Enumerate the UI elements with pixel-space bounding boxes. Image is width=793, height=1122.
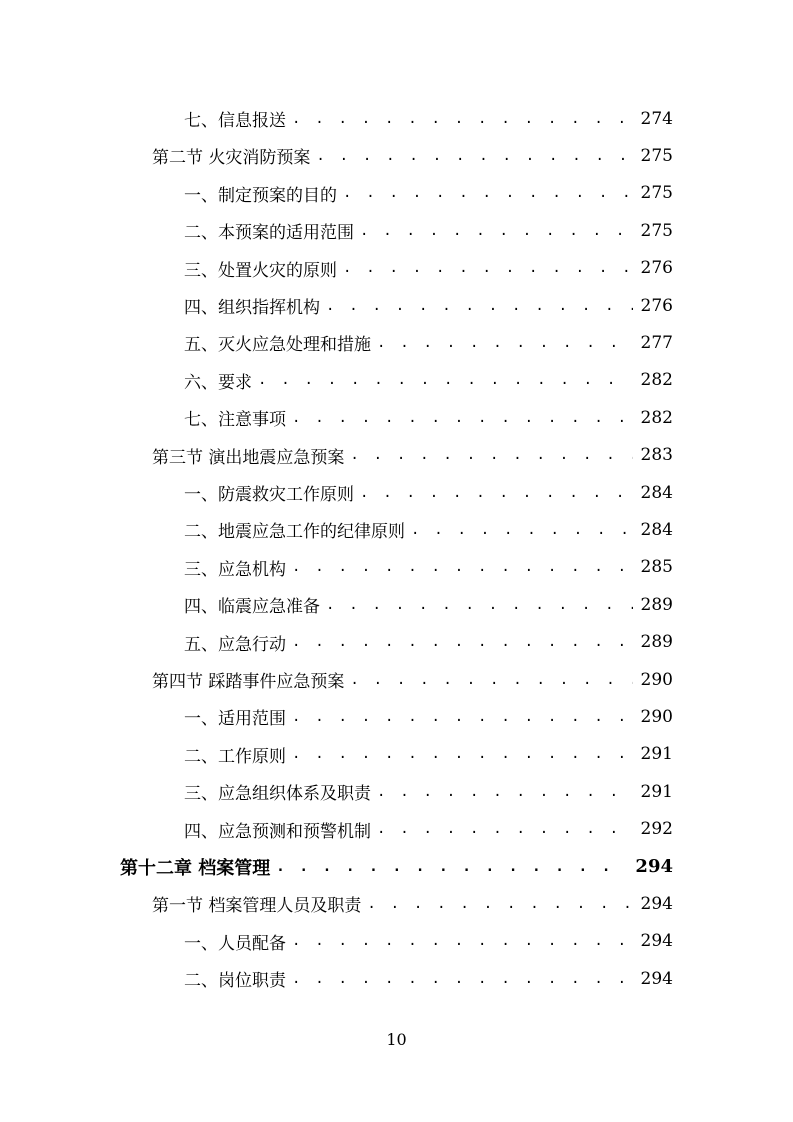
toc-entry-page: 292: [640, 819, 673, 840]
toc-entry[interactable]: [0, 212, 793, 249]
toc-entry-label: 二、地震应急工作的纪律原则: [184, 522, 405, 543]
toc-leader-dots: [377, 335, 633, 351]
toc-entry-line: [184, 287, 673, 324]
toc-leader-dots: [360, 223, 633, 239]
toc-entry-label: 第二节 火灾消防预案: [152, 148, 311, 169]
toc-entry-line: [184, 624, 673, 661]
toc-entry-line: [184, 250, 673, 287]
toc-entry-label: 第三节 演出地震应急预案: [152, 447, 345, 468]
toc-entry-page: 275: [640, 183, 673, 204]
toc-entry[interactable]: [0, 773, 793, 810]
toc-entry-line: [184, 362, 673, 399]
toc-entry-label: 四、组织指挥机构: [184, 298, 320, 318]
toc-entry-line: [184, 698, 673, 735]
toc-leader-dots: [377, 821, 633, 837]
toc-entry-line: [152, 137, 673, 174]
toc-entry[interactable]: [0, 549, 793, 586]
toc-leader-dots: [360, 485, 633, 501]
toc-entry[interactable]: [0, 324, 793, 361]
toc-entry-line: [184, 212, 673, 249]
toc-entry[interactable]: [0, 811, 793, 848]
toc-entry-line: [184, 474, 673, 511]
toc-entry-label: 第十二章 档案管理: [120, 857, 271, 879]
toc-leader-dots: [326, 298, 633, 314]
toc-entry-line: [152, 885, 673, 922]
toc-entry-label: 二、岗位职责: [184, 971, 286, 992]
toc-entry-line: [184, 773, 673, 810]
toc-entry[interactable]: [0, 287, 793, 324]
toc-entry-page: 276: [640, 295, 673, 316]
toc-leader-dots: [350, 447, 632, 463]
toc-entry-page: 277: [640, 332, 673, 353]
toc-entry-page: 275: [640, 220, 673, 241]
page-number: 10: [386, 1030, 407, 1049]
toc-entry-line: [184, 811, 673, 848]
toc-entry-page: 291: [640, 744, 673, 765]
toc-entry-label: 三、处置火灾的原则: [184, 260, 337, 281]
toc-entry[interactable]: [0, 362, 793, 399]
toc-entry-label: 四、应急预测和预警机制: [184, 821, 371, 842]
toc-entry-label: 七、注意事项: [184, 410, 286, 431]
toc-entry-label: 五、应急行动: [184, 634, 286, 655]
toc-entry-page: 284: [640, 482, 673, 503]
toc-entry-page: 294: [640, 893, 673, 914]
toc-entry-line: [120, 848, 673, 885]
toc-entry-line: [184, 511, 673, 548]
toc-leader-dots: [292, 559, 633, 575]
toc-entry-line: [184, 586, 673, 623]
toc-entry-page: 284: [640, 519, 673, 540]
toc-entry-label: 二、工作原则: [184, 746, 286, 767]
toc-entry[interactable]: [0, 885, 793, 922]
toc-entry-line: [184, 549, 673, 586]
toc-entry-label: 四、临震应急准备: [184, 597, 320, 618]
toc-entry-page: 290: [640, 669, 673, 690]
toc-entry-label: 三、应急组织体系及职责: [184, 784, 371, 805]
toc-leader-dots: [326, 597, 633, 613]
toc-entry-line: [184, 175, 673, 212]
toc-entry[interactable]: [0, 100, 793, 137]
toc-entry-page: 282: [640, 407, 673, 428]
toc-leader-dots: [276, 859, 627, 875]
toc-entry-line: [152, 661, 673, 698]
toc-entry-page: 289: [640, 594, 673, 615]
toc-entry-label: 一、人员配备: [184, 933, 286, 954]
toc-entry-page: 294: [640, 968, 673, 989]
toc-leader-dots: [292, 933, 633, 949]
toc-entry-page: 289: [640, 632, 673, 653]
toc-leader-dots: [343, 185, 633, 201]
toc-entry-page: 294: [640, 931, 673, 952]
toc-entry-page: 274: [640, 108, 673, 129]
toc-entry-label: 五、灭火应急处理和措施: [184, 335, 371, 356]
toc-entry[interactable]: [0, 848, 793, 885]
toc-entry[interactable]: [0, 960, 793, 997]
toc-entry[interactable]: [0, 698, 793, 735]
toc-entry[interactable]: [0, 474, 793, 511]
toc-entry[interactable]: [0, 624, 793, 661]
toc-entry[interactable]: [0, 511, 793, 548]
toc-entry[interactable]: [0, 923, 793, 960]
toc-entry-label: 六、要求: [184, 372, 252, 393]
toc-entry-line: [184, 399, 673, 436]
toc-entry-line: [184, 736, 673, 773]
toc-entry-page: 276: [640, 258, 673, 279]
toc-leader-dots: [292, 971, 633, 987]
toc-entry-line: [184, 960, 673, 997]
toc-entry[interactable]: [0, 137, 793, 174]
toc-entry-line: [152, 437, 673, 474]
toc-entry-label: 三、应急机构: [184, 559, 286, 580]
toc-entry-page: 282: [640, 370, 673, 391]
toc-entry-page: 294: [635, 856, 673, 877]
toc-entry[interactable]: [0, 399, 793, 436]
toc-leader-dots: [377, 784, 633, 800]
toc-entry[interactable]: [0, 661, 793, 698]
toc-leader-dots: [292, 410, 633, 426]
toc-entry-page: 290: [640, 706, 673, 727]
toc-leader-dots: [350, 672, 632, 688]
toc-entry-label: 一、防震救灾工作原则: [184, 485, 354, 505]
toc-entry-label: 第四节 踩踏事件应急预案: [152, 672, 345, 692]
toc-leader-dots: [367, 896, 632, 912]
toc-entry-label: 二、本预案的适用范围: [184, 223, 354, 244]
toc-entry-page: 275: [640, 145, 673, 166]
toc-leader-dots: [292, 111, 633, 127]
toc-entry-line: [184, 100, 673, 137]
toc-leader-dots: [411, 522, 633, 538]
toc-leader-dots: [292, 746, 633, 762]
toc-entry[interactable]: [0, 175, 793, 212]
toc-entry-label: 一、制定预案的目的: [184, 185, 337, 206]
toc-entry-label: 七、信息报送: [184, 111, 286, 131]
toc-entry-label: 第一节 档案管理人员及职责: [152, 896, 362, 917]
toc-entry-page: 283: [640, 445, 673, 466]
toc-entry-label: 一、适用范围: [184, 709, 286, 730]
toc-entry[interactable]: [0, 250, 793, 287]
toc-leader-dots: [258, 372, 633, 388]
toc-entry-line: [184, 324, 673, 361]
toc-entry[interactable]: [0, 586, 793, 623]
toc-entry-line: [184, 923, 673, 960]
toc-leader-dots: [343, 260, 633, 276]
toc-leader-dots: [316, 148, 632, 164]
toc-entry-page: 285: [640, 557, 673, 578]
toc-entry[interactable]: [0, 437, 793, 474]
toc-leader-dots: [292, 634, 633, 650]
toc-entry-page: 291: [640, 781, 673, 802]
toc-leader-dots: [292, 709, 633, 725]
toc-entry[interactable]: [0, 736, 793, 773]
